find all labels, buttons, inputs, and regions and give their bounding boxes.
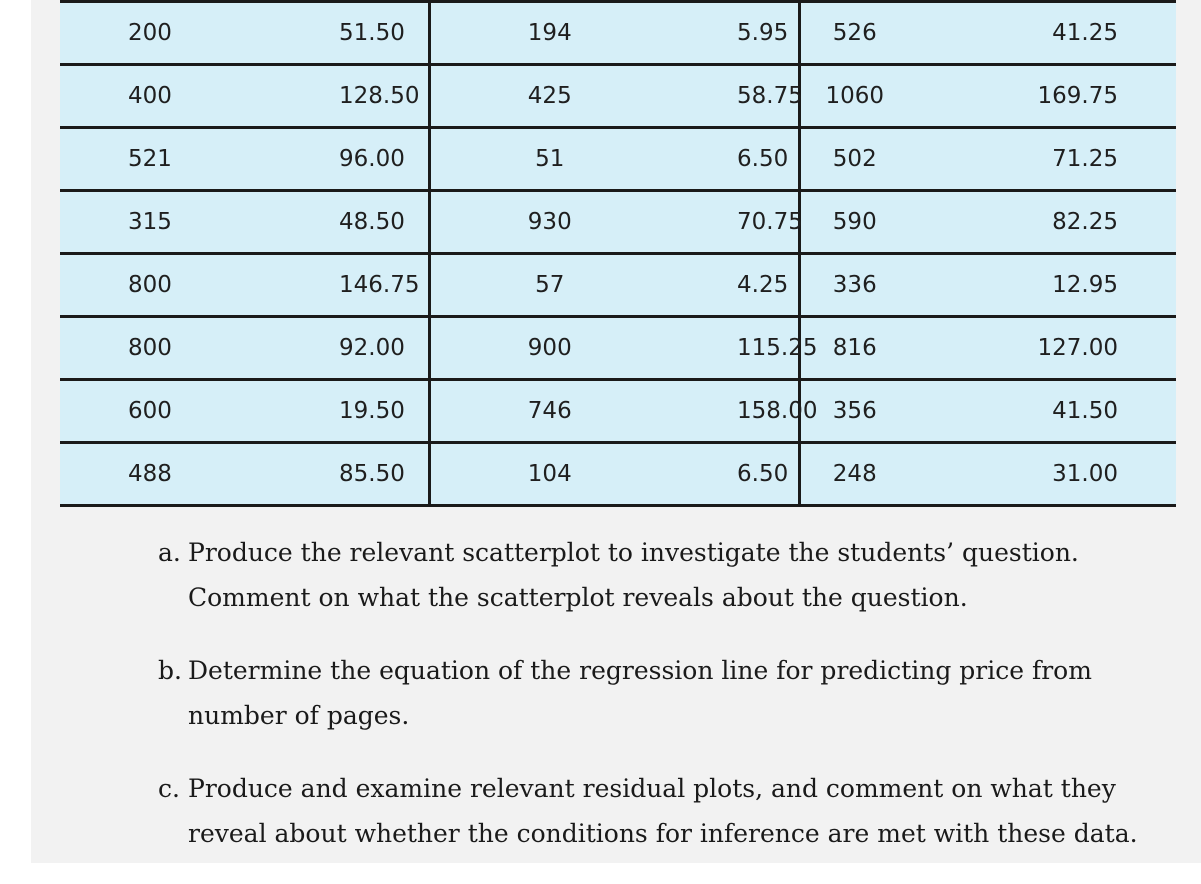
- pages-cell: 200: [60, 2, 339, 65]
- price-cell: 92.00: [339, 317, 429, 380]
- price-cell: 58.75: [669, 65, 799, 128]
- table-row: [60, 191, 1176, 254]
- question-list: [158, 530, 1158, 884]
- pages-cell: 526: [799, 2, 909, 65]
- table-row: [60, 65, 1176, 128]
- data-table: [60, 0, 1176, 507]
- pages-cell: 1060: [799, 65, 909, 128]
- pages-cell: 521: [60, 128, 339, 191]
- pages-cell: 800: [60, 317, 339, 380]
- price-cell: 51.50: [339, 2, 429, 65]
- price-cell: 6.50: [669, 443, 799, 506]
- price-cell: 6.50: [669, 128, 799, 191]
- price-cell: 71.25: [909, 128, 1176, 191]
- table-row: [60, 317, 1176, 380]
- table-row: [60, 380, 1176, 443]
- pages-cell: 57: [429, 254, 669, 317]
- price-cell: 169.75: [909, 65, 1176, 128]
- price-cell: 19.50: [339, 380, 429, 443]
- pages-cell: 488: [60, 443, 339, 506]
- pages-cell: 590: [799, 191, 909, 254]
- pages-cell: 194: [429, 2, 669, 65]
- pages-cell: 600: [60, 380, 339, 443]
- pages-cell: 800: [60, 254, 339, 317]
- price-cell: 41.50: [909, 380, 1176, 443]
- price-cell: 31.00: [909, 443, 1176, 506]
- pages-cell: 336: [799, 254, 909, 317]
- pages-cell: 930: [429, 191, 669, 254]
- price-cell: 41.25: [909, 2, 1176, 65]
- question-item: [158, 530, 1158, 620]
- price-cell: 12.95: [909, 254, 1176, 317]
- question-text: Produce and examine relevant residual plots, and comment on what they reveal about whether the conditions for inference are met with these data.: [188, 774, 1138, 848]
- table-row: [60, 443, 1176, 506]
- price-cell: 96.00: [339, 128, 429, 191]
- pages-cell: 900: [429, 317, 669, 380]
- pages-cell: 816: [799, 317, 909, 380]
- question-item: [158, 766, 1158, 856]
- price-cell: 48.50: [339, 191, 429, 254]
- question-text: Produce the relevant scatterplot to investigate the students’ question. Comment on what the scatterplot reveals about the question.: [188, 538, 1079, 612]
- pages-cell: 502: [799, 128, 909, 191]
- question-letter: a.: [158, 538, 181, 567]
- price-cell: 70.75: [669, 191, 799, 254]
- price-cell: 4.25: [669, 254, 799, 317]
- price-cell: 5.95: [669, 2, 799, 65]
- pages-cell: 746: [429, 380, 669, 443]
- pages-cell: 51: [429, 128, 669, 191]
- pages-cell: 248: [799, 443, 909, 506]
- table-row: [60, 128, 1176, 191]
- price-cell: 115.25: [669, 317, 799, 380]
- price-cell: 127.00: [909, 317, 1176, 380]
- price-cell: 128.50: [339, 65, 429, 128]
- table-row: [60, 2, 1176, 65]
- question-letter: c.: [158, 774, 180, 803]
- pages-cell: 400: [60, 65, 339, 128]
- pages-cell: 425: [429, 65, 669, 128]
- question-text: Determine the equation of the regression line for predicting price from number of pages.: [188, 656, 1092, 730]
- pages-cell: 356: [799, 380, 909, 443]
- price-cell: 85.50: [339, 443, 429, 506]
- price-cell: 158.00: [669, 380, 799, 443]
- table-row: [60, 254, 1176, 317]
- price-cell: 82.25: [909, 191, 1176, 254]
- question-letter: b.: [158, 656, 182, 685]
- pages-cell: 315: [60, 191, 339, 254]
- question-item: [158, 648, 1158, 738]
- pages-cell: 104: [429, 443, 669, 506]
- price-cell: 146.75: [339, 254, 429, 317]
